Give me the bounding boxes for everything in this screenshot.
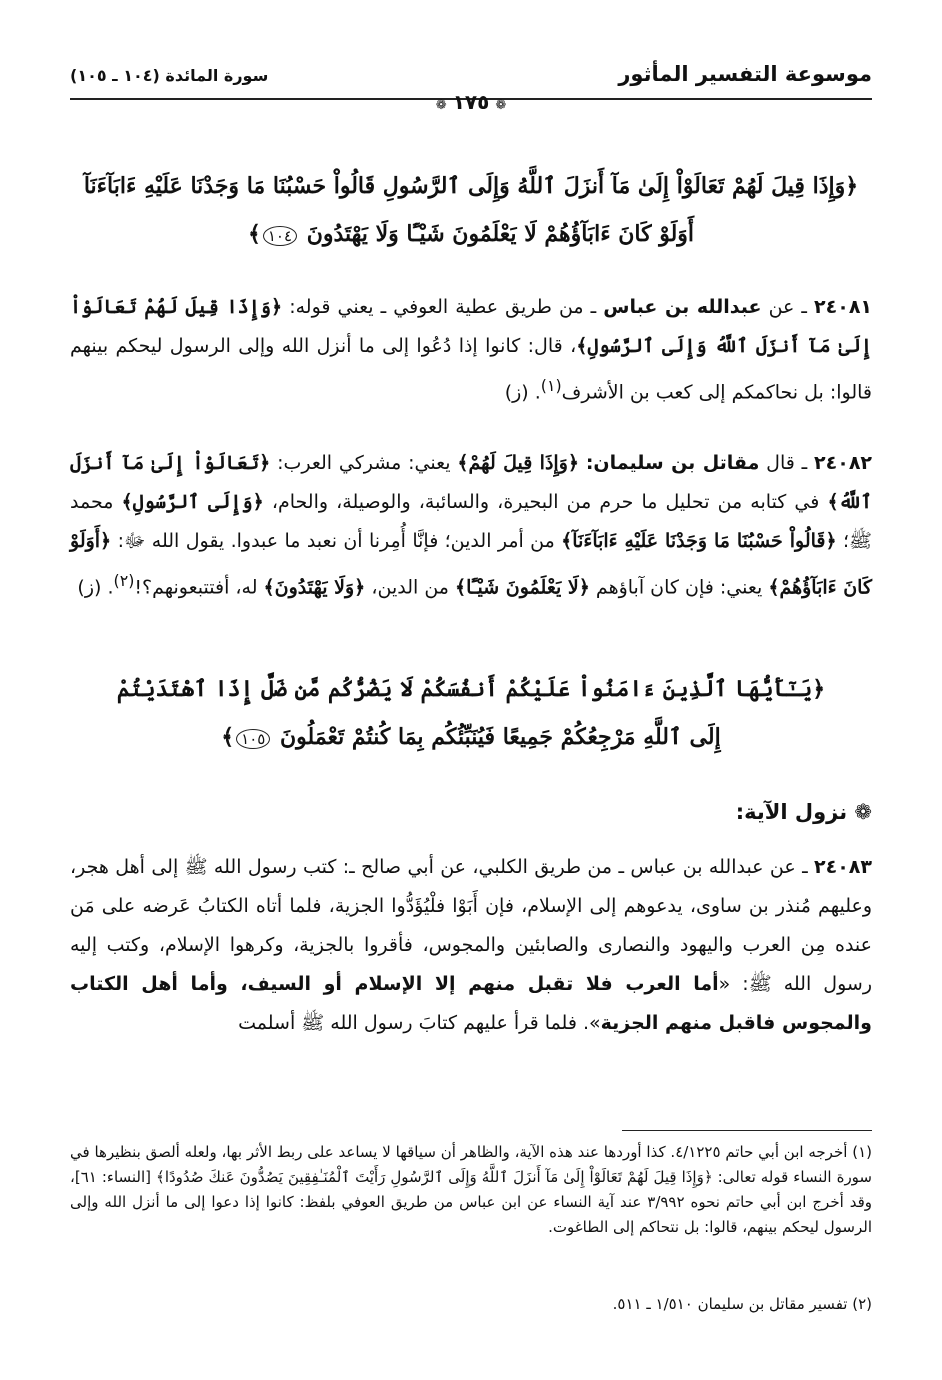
entry-24081 [70, 288, 872, 412]
page [70, 48, 872, 1348]
verse-105-text: إِلَى ٱللَّهِ مَرْجِعُكُمْ جَمِيعًا فَيُنَبِّئُكُم بِمَا كُنتُمْ تَعْمَلُونَ [280, 724, 721, 750]
entry-text: . (ز) [77, 576, 114, 599]
verse-105-line-1: ﴿يَـٰٓأَيُّهَا ٱلَّذِينَ ءَامَنُواْ عَلَيْكُمْ أَنفُسَكُمْ لَا يَضُرُّكُم مَّن ضَلَّ إِذَا ٱهْتَدَيْتُمْ [116, 676, 826, 702]
page-number-block [70, 90, 872, 114]
entry-number: ٢٤٠٨٢ [814, 452, 873, 474]
quran-quote: ﴿وَإِذَا قِيلَ لَهُمْ﴾ [457, 452, 580, 474]
entry-text: يعني: فإن كان آباؤهم [595, 576, 763, 599]
entry-text: من أمر الدين؛ فإنَّا أُمِرنا أن نعبد ما عبدوا. يقول الله ﷻ: [117, 530, 555, 552]
narrator-name: عبدالله بن عباس [603, 296, 762, 318]
narrator-name: مقاتل بن سليمان: [585, 452, 760, 474]
ornament-icon: ❁ [435, 98, 447, 113]
verse-104-line-2 [70, 221, 872, 247]
footnote-ref: (١) [540, 376, 562, 395]
quran-quote: ﴿وَإِلَى ٱلرَّسُولِ﴾ [121, 491, 264, 513]
entry-text: ، قال: كانوا إذا دُعُوا إلى ما أنزل الله وإلى الرسول ليحكم بينهم قالوا: بل نحاكمكم إلى كعب بن الأشرف [70, 335, 872, 404]
verse-close-bracket: ﴾ [247, 221, 261, 247]
entry-text: ـ من طريق عطية العوفي ـ يعني قوله: [289, 296, 597, 318]
entry-text: ». فلما قرأ عليهم كتابَ رسول الله ﷺ أسلمت [238, 1012, 601, 1034]
quran-quote: ﴿وَلَا يَهْتَدُونَ﴾ [263, 576, 366, 599]
surah-reference: سورة المائدة (١٠٤ ـ ١٠٥) [70, 66, 269, 85]
running-header [70, 60, 872, 92]
quran-quote: ﴿قَالُواْ حَسْبُنَا مَا وَجَدْنَا عَلَيْهِ ءَابَآءَنَآ﴾ [561, 530, 837, 552]
verse-104-line-1: ﴿وَإِذَا قِيلَ لَهُمْ تَعَالَوْاْ إِلَىٰ مَآ أَنزَلَ ٱللَّهُ وَإِلَى ٱلرَّسُولِ قَالُواْ حَسْبُنَا مَا وَجَدْنَا عَلَيْهِ ءَابَآءَنَآ [83, 173, 859, 199]
entry-24082 [70, 444, 872, 607]
entry-number: ٢٤٠٨١ [814, 296, 873, 318]
section-heading [736, 800, 872, 824]
entry-text: له، أفتتبعونهم؟! [134, 576, 258, 599]
quran-quote: ﴿وَإِذَا قِيلَ لَهُمْ تَعَالَوْاْ إِلَىٰ مَآ أَنزَلَ ٱللَّهُ وَإِلَى ٱلرَّسُولِ﴾ [70, 296, 872, 357]
verse-104-text: أَوَلَوْ كَانَ ءَابَآؤُهُمْ لَا يَعْلَمُونَ شَيْـًٔا وَلَا يَهْتَدُونَ [306, 221, 695, 247]
verse-number-badge: ١٠٤ [263, 226, 297, 246]
section-title: نزول الآية: [735, 800, 848, 824]
page-number: ١٧٥ [452, 90, 490, 114]
entry-text: يعني: مشركي العرب: [277, 452, 451, 474]
quran-quote: ﴿لَا يَعْلَمُونَ شَيْـًٔا﴾ [455, 576, 590, 599]
entry-text: محمد ﷺ؛ [70, 491, 873, 552]
entry-number: ٢٤٠٨٣ [814, 856, 872, 878]
ornament-icon: ❁ [495, 98, 507, 113]
entry-text: ـ قال [766, 452, 808, 474]
entry-text: . (ز) [504, 381, 541, 404]
footnote-1: (١) أخرجه ابن أبي حاتم ٤/١٢٢٥. كذا أوردها عند هذه الآية، والظاهر أن سياقها لا يساعد على ربط الأثر بها، ولعله ألصق بنظيرها في سورة النساء قوله تعالى: ﴿وَإِذَا قِيلَ لَهُمْ تَعَالَوْاْ إِلَىٰ مَآ أَنزَلَ ٱللَّهُ وَإِلَى ٱلرَّسُولِ رَأَيْتَ ٱلْمُنَـٰفِقِينَ يَصُدُّونَ عَنكَ صُدُودًا﴾ [النساء: ٦١]، وقد أخرج ابن أبي حاتم نحوه ٣/٩٩٢ عند آية النساء عن ابن عباس من طريق العوفي بلفظ: كانوا إذا دعوا إلى ما أنزل الله وإلى الرسول ليحكم بينهم، قالوا: بل نتحاكم إلى الطاغوت. [70, 1143, 872, 1236]
book-title: موسوعة التفسير المأثور [618, 62, 872, 86]
entry-24083 [70, 848, 872, 1043]
quran-quote: ﴿أَوَلَوْ كَانَ ءَابَآؤُهُمْ﴾ [70, 530, 872, 599]
footnote-ref: (٢) [113, 571, 135, 590]
entry-text: من الدين، [371, 576, 449, 599]
verse-105-line-2 [70, 724, 872, 750]
quran-quote: ﴿تَعَالَوْاْ إِلَىٰ مَآ أَنزَلَ ٱللَّهُ﴾ [70, 452, 872, 513]
prophetic-quote: أما العرب فلا تقبل منهم إلا الإسلام أو السيف، وأما أهل الكتاب والمجوس فاقبل منهم الجزية [70, 973, 872, 1034]
entry-text: ـ عن عبدالله بن عباس ـ من طريق الكلبي، عن أبي صالح ـ: كتب رسول الله ﷺ إلى أهل هجر، وعليهم مُنذر بن ساوى، يدعوهم إلى الإسلام، فإن أَبَوْا فلْيُؤَدُّوا الجزية، فلما أتاه الكتابُ عَرضه على مَن عنده مِن العرب واليهود والنصارى والصابئين والمجوس، فأقروا بالجزية، وكرهوا الإسلام، وكتب إليه رسول الله ﷺ: « [70, 856, 873, 995]
flower-ornament-icon: ❁ [854, 800, 872, 824]
entry-text: في كتابه من تحليل ما حرم من البحيرة، والسائبة، والوصيلة، والحام، [271, 491, 820, 513]
entry-text: ـ عن [768, 296, 807, 318]
footnote-rule [622, 1130, 872, 1131]
verse-number-badge: ١٠٥ [236, 729, 270, 749]
footnote-2: (٢) تفسير مقاتل بن سليمان ١/٥١٠ ـ ٥١١. [612, 1295, 872, 1313]
verse-close-bracket: ﴾ [221, 724, 235, 750]
